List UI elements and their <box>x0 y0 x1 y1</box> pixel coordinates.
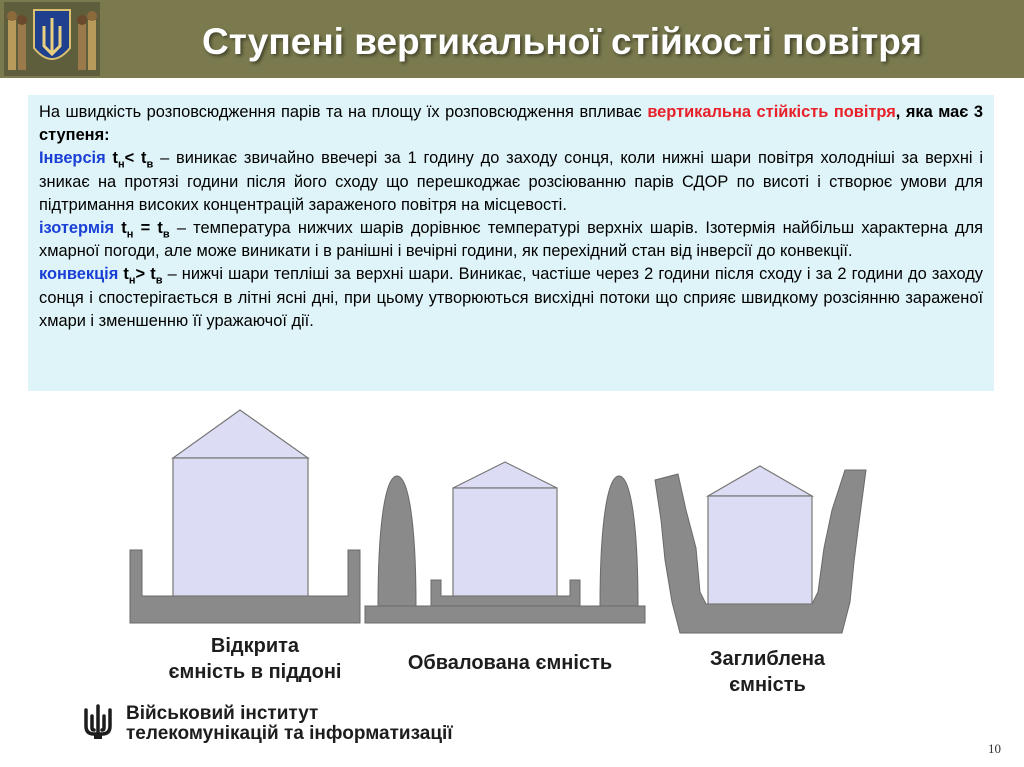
convection-paragraph <box>39 263 983 333</box>
page-number: 10 <box>988 741 1001 756</box>
slide-title: Ступені вертикальної стійкості повітря <box>202 21 922 62</box>
caption-open-tank <box>150 633 360 685</box>
bunded-tank-figure <box>365 462 645 623</box>
stability-highlight: вертикальна стійкість повітря <box>647 103 896 121</box>
institute-emblem-icon <box>4 2 100 76</box>
institute-line2: телекомунікацій та інформатизації <box>126 723 453 744</box>
inversion-term: Інверсія <box>39 149 106 168</box>
intro-paragraph <box>39 101 983 147</box>
institute-name <box>126 704 453 744</box>
caption-buried-line2: ємність <box>729 674 806 696</box>
intro-after: , яка має 3 ступеня: <box>39 103 983 145</box>
isotherm-paragraph <box>39 217 983 263</box>
caption-buried-tank <box>675 646 860 698</box>
isotherm-formula: $t_н = t_в$ <box>121 219 170 241</box>
header-bar <box>0 0 1024 78</box>
caption-bunded-text: Обвалована ємність <box>407 652 613 674</box>
isotherm-description: – температура нижчих шарів дорівнює температурі верхніх шарів. Ізотермія найбільш характерна для хмарної погоди, але може виникати і в ранішні і вечірні години, як перехідний стан від інверсії до конвекції. <box>39 219 984 261</box>
open-tank-figure <box>130 410 360 623</box>
caption-open-line1: Відкрита <box>210 635 300 657</box>
caption-open-line2: ємність в піддоні <box>168 661 342 683</box>
convection-formula: $t_н> t_в$ <box>123 265 163 287</box>
inversion-paragraph <box>39 147 983 217</box>
trident-icon <box>80 704 116 740</box>
caption-buried-line1: Заглиблена <box>709 648 826 670</box>
inversion-formula: $t_н< t_в$ <box>112 149 154 171</box>
buried-tank-figure <box>655 466 866 633</box>
description-box <box>28 95 994 391</box>
isotherm-term: ізотермія <box>39 219 115 238</box>
intro-text: На швидкість розповсюдження парів та на площу їх розповсюдження впливає <box>39 103 648 121</box>
caption-bunded-tank <box>380 650 640 676</box>
convection-description: – нижчі шари тепліші за верхні шари. Виникає, частіше через 2 години після сходу і за 2 години до заходу сонця і спостерігається в літні ясні дні, при цьому утворюються висхідні потоки що сприяє швидкому розсіянню зараженої хмари і зменшенню її уражаючої дії. <box>39 265 983 330</box>
storage-diagram <box>0 400 1024 640</box>
institute-line1: Військовий інститут <box>126 703 319 724</box>
convection-term: конвекція <box>39 265 119 284</box>
inversion-description: – виникає звичайно ввечері за 1 годину до заходу сонця, коли нижні шари повітря холодніші за верхні і зникає на протязі години після його сходу що перешкоджає розсіюванню парів СДОР по висоті і створює умови для підтримання високих концентрацій зараженого повітря на місцевості. <box>39 149 983 214</box>
